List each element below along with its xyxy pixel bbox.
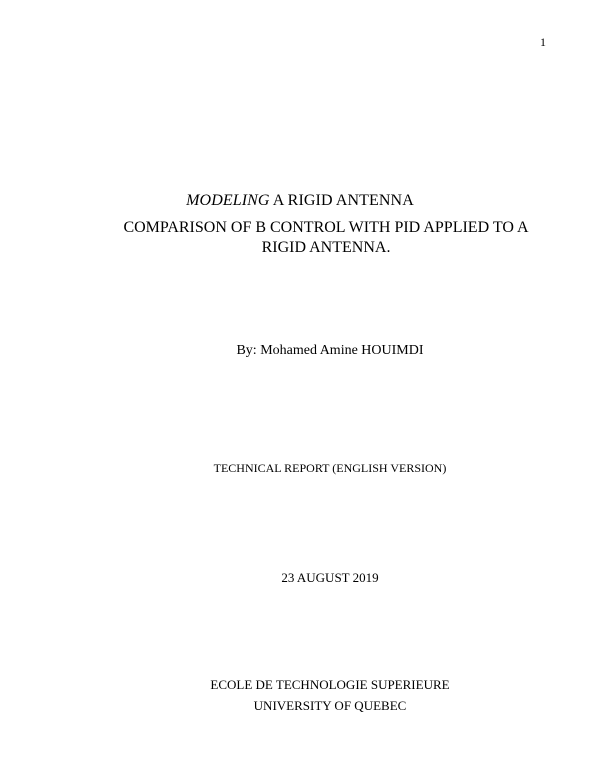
- page-number: 1: [540, 35, 546, 49]
- author-line: By: Mohamed Amine HOUIMDI: [236, 343, 424, 358]
- university-name: UNIVERSITY OF QUEBEC: [253, 698, 407, 713]
- subtitle: COMPARISON OF B CONTROL WITH PID APPLIED TO A RIGID ANTENNA.: [123, 219, 529, 256]
- title-rest: A RIGID ANTENNA: [269, 192, 414, 209]
- title: [0, 192, 600, 210]
- report-type: TECHNICAL REPORT (ENGLISH VERSION): [213, 461, 447, 475]
- title-italic-part: MODELING: [186, 192, 270, 209]
- school-name: ECOLE DE TECHNOLOGIE SUPERIEURE: [210, 677, 450, 692]
- report-date: 23 AUGUST 2019: [281, 570, 379, 585]
